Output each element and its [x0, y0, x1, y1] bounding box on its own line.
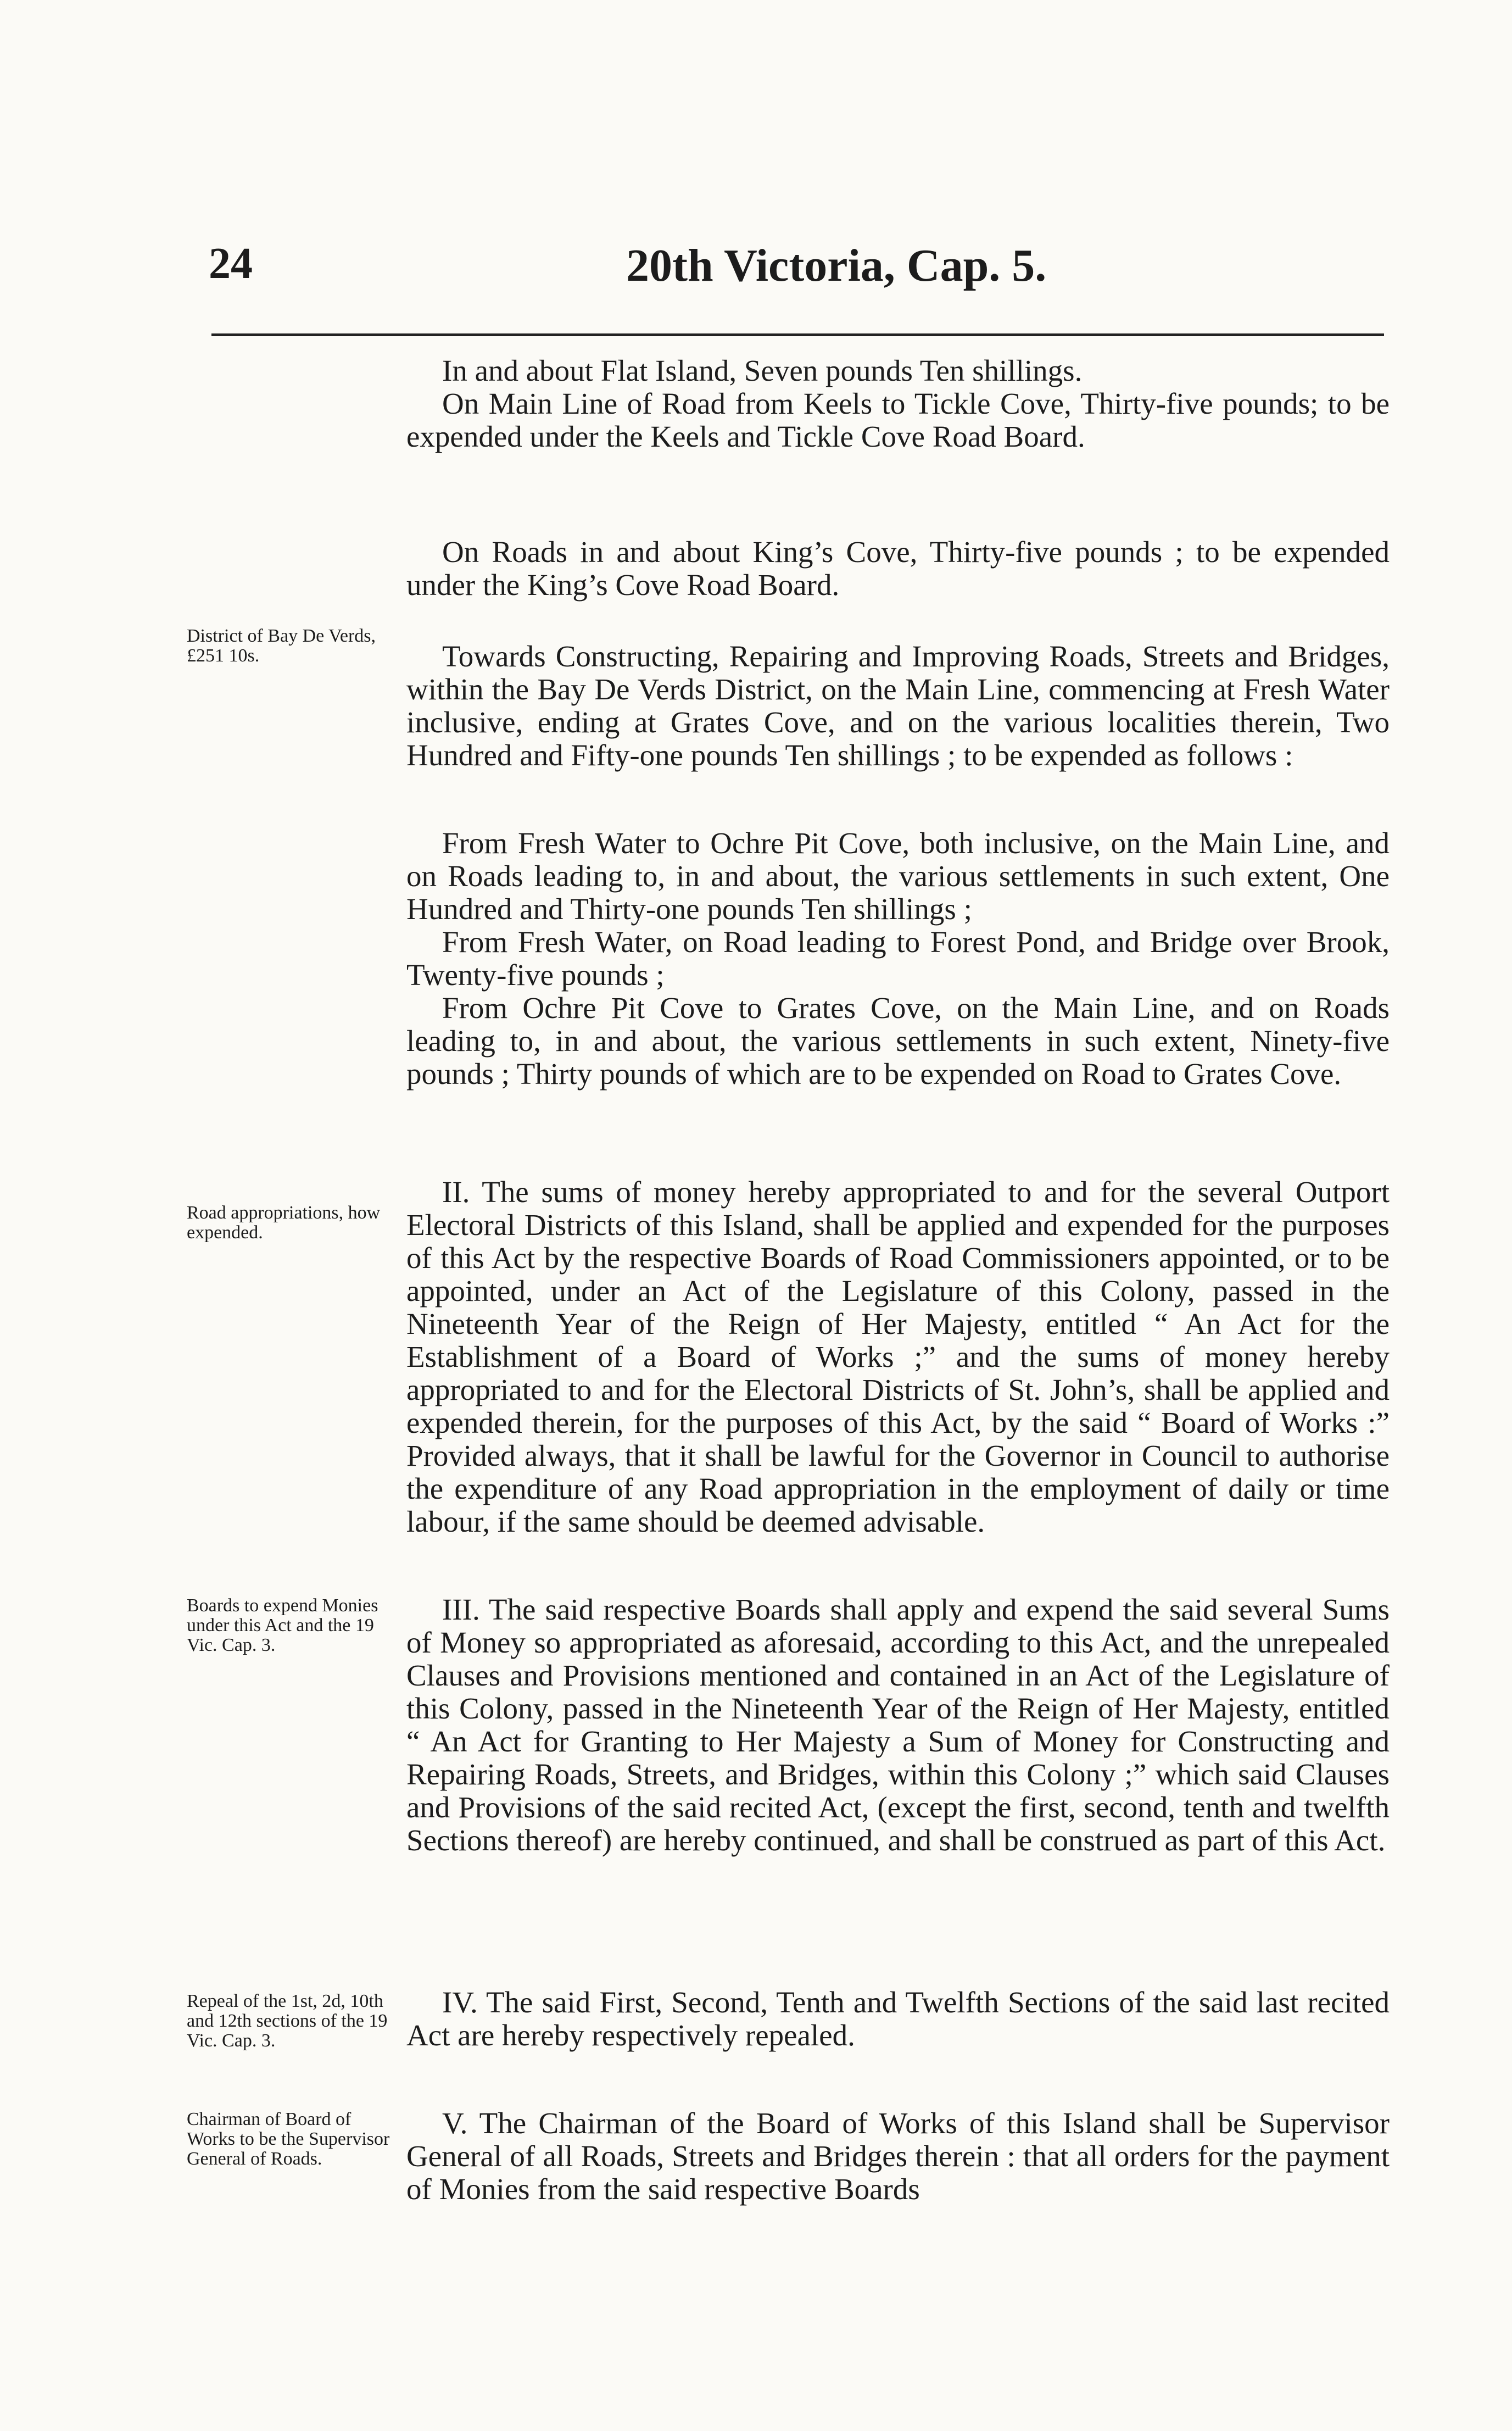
paragraph-block-2 — [406, 536, 1390, 602]
margin-note: Repeal of the 1st, 2d, 10th and 12th sections of the 19 Vic. Cap. 3. — [187, 1991, 388, 2051]
paragraph: Towards Constructing, Repairing and Improving Roads, Streets and Bridges, within the Bay De Verds District, on the Main Line, commencing at Fresh Water inclusive, ending at Grates Cove, and on the various localities therein, Two Hundred and Fifty-one pounds Ten shillings ; to be expended as follows : — [406, 639, 1390, 772]
paragraph: On Main Line of Road from Keels to Tickle Cove, Thirty-five pounds; to be expended under the Keels and Tickle Cove Road Board. — [406, 387, 1390, 453]
paragraph-block-3 — [406, 640, 1390, 772]
section-paragraph — [406, 1176, 1390, 1538]
section-paragraph — [406, 2107, 1390, 2206]
section-text: The said respective Boards shall apply and expend the said several Sums of Money so appropriated as aforesaid, according to this Act, and the unrepealed Clauses and Provisions mentioned and contained in an Act of the Legislature of this Colony, passed in the Nineteenth Year of the Reign of Her Majesty, entitled “ An Act for Granting to Her Majesty a Sum of Money for Constructing and Repairing Roads, Streets, and Bridges, within this Colony ;” which said Clauses and Provisions of the said recited Act, (except the first, second, tenth and twelfth Sections thereof) are hereby continued, and shall be construed as part of this Act. — [406, 1593, 1390, 1857]
section-paragraph — [406, 1986, 1390, 2052]
section-text: The Chairman of the Board of Works of this Island shall be Supervisor General of all Roads, Streets and Bridges therein : that all orders for the payment of Monies from the said respective Boards — [406, 2106, 1390, 2206]
margin-note: Chairman of Board of Works to be the Supervisor General of Roads. — [187, 2109, 390, 2169]
paragraph: From Fresh Water, on Road leading to Forest Pond, and Bridge over Brook, Twenty-five pounds ; — [406, 925, 1390, 992]
section-paragraph — [406, 1593, 1390, 1857]
section-text: The said First, Second, Tenth and Twelfth Sections of the said last recited Act are hereby respectively repealed. — [406, 1985, 1390, 2052]
paragraph-block-4 — [406, 827, 1390, 1091]
page-number: 24 — [209, 240, 253, 288]
section-text: The sums of money hereby appropriated to and for the several Outport Electoral Districts of this Island, shall be applied and expended for the purposes of this Act by the respective Boards of Road Commissioners appointed, or to be appointed, under an Act of the Legislature of this Colony, passed in the Nineteenth Year of the Reign of Her Majesty, entitled “ An Act for the Establishment of a Board of Works ;” and the sums of money hereby appropriated to and for the Electoral Districts of St. John’s, shall be applied and expended therein, for the purposes of this Act, by the said “ Board of Works :” Provided always, that it shall be lawful for the Governor in Council to authorise the expenditure of any Road appropriation in the employment of daily or time labour, if the same should be deemed advisable. — [406, 1175, 1390, 1538]
margin-note: Boards to expend Monies under this Act and the 19 Vic. Cap. 3. — [187, 1595, 378, 1655]
paragraph: In and about Flat Island, Seven pounds Ten shillings. — [442, 354, 1083, 387]
margin-note: District of Bay De Verds, £251 10s. — [187, 626, 376, 666]
page-header — [209, 239, 1390, 305]
margin-note: Road appropriations, how expended. — [187, 1203, 381, 1243]
section-number: II. — [442, 1175, 470, 1209]
section-number: IV. — [442, 1985, 478, 2019]
section-4 — [406, 1986, 1390, 2052]
running-title: 20th Victoria, Cap. 5. — [626, 240, 1047, 291]
paragraph: On Roads in and about King’s Cove, Thirty-five pounds ; to be expended under the King’s Cove Road Board. — [406, 535, 1390, 602]
section-3 — [406, 1593, 1390, 1857]
section-number: III. — [442, 1593, 480, 1626]
header-rule — [211, 333, 1384, 336]
paragraph-block-1 — [406, 354, 1390, 453]
paragraph: From Ochre Pit Cove to Grates Cove, on the Main Line, and on Roads leading to, in and about, the various settlements in such extent, Ninety-five pounds ; Thirty pounds of which are to be expended on Road to Grates Cove. — [406, 991, 1390, 1091]
section-5 — [406, 2107, 1390, 2206]
paragraph: From Fresh Water to Ochre Pit Cove, both inclusive, on the Main Line, and on Roads leading to, in and about, the various settlements in such extent, One Hundred and Thirty-one pounds Ten shillings ; — [406, 826, 1390, 926]
section-2 — [406, 1176, 1390, 1538]
section-number: V. — [442, 2106, 468, 2140]
